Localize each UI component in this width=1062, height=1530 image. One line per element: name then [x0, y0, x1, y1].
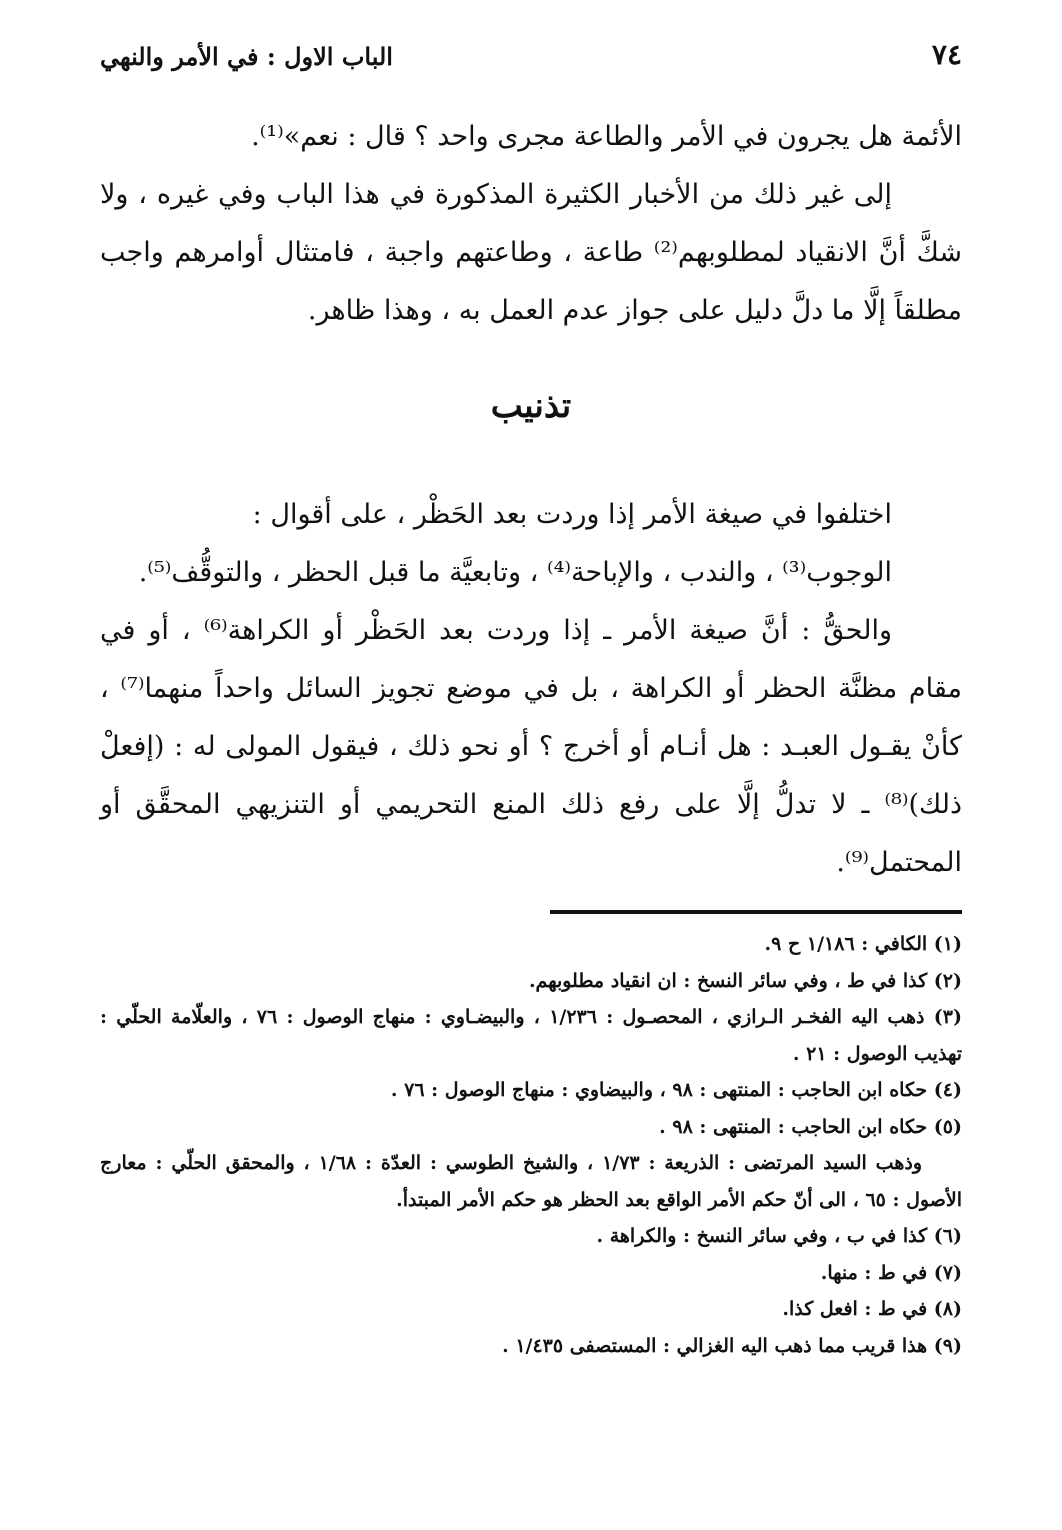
page-header — [100, 38, 962, 88]
footnote: (٨) في ط : افعل كذا. — [782, 1298, 962, 1320]
footnote: (١) الكافي : ١/١٨٦ ح ٩. — [764, 933, 962, 955]
footnote: (٥) حكاه ابن الحاجب : المنتهى : ٩٨ . — [659, 1115, 962, 1138]
page-number: ٧٤ — [931, 38, 962, 71]
footnote: (٩) هذا قريب مما ذهب اليه الغزالي : المستصفى ١/٤٣٥ . — [502, 1334, 962, 1357]
footnote: (٧) في ط : منها. — [820, 1261, 962, 1284]
footnote: (٦) كذا في ب ، وفي سائر النسخ : والكراهة . — [596, 1225, 962, 1247]
footnote-separator — [550, 910, 962, 914]
section-heading: تذنيب — [490, 386, 572, 426]
footnote: (٣) ذهب اليه الفخـر الـرازي ، المحصـول : ١/٢٣٦ ، والبيضـاوي : منهاج الوصول : ٧٦ ، والعلّامة الحلّي : تهذيب الوصول : ٢١ . — [100, 1006, 962, 1065]
body-paragraph: الوجوب⁽³⁾ ، والندب ، والإباحة⁽⁴⁾ ، وتابعيَّة ما قبل الحظر ، والتوقُّف⁽⁵⁾. — [138, 557, 892, 588]
body-paragraph: الأئمة هل يجرون في الأمر والطاعة مجرى واحد ؟ قال : نعم»⁽¹⁾. — [251, 121, 962, 152]
footnote-continuation: وذهب السيد المرتضى : الذريعة : ١/٧٣ ، والشيخ الطوسي : العدّة : ١/٦٨ ، والمحقق الحلّي : معارج الأصول : ٦٥ ، الى أنّ حكم الأمر الواقع بعد الحظر هو حكم الأمر المبتدأ. — [100, 1152, 962, 1211]
footnote: (٤) حكاه ابن الحاجب : المنتهى : ٩٨ ، والبيضاوي : منهاج الوصول : ٧٦ . — [390, 1079, 962, 1101]
body-paragraph: والحقُّ : أنَّ صيغة الأمر ـ إذا وردت بعد الحَظْر أو الكراهة⁽⁶⁾ ، أو في مقام مظنَّة الحظر أو الكراهة ، بل في موضع تجويز السائل واحداً منهما⁽⁷⁾ ، كأنْ يقـول العبـد : هل أنـام أو أخرج ؟ أو نحو ذلك ، فيقول المولى له : (إفعلْ ذلك)⁽⁸⁾ ـ لا تدلُّ إلَّا على رفع ذلك المنع التحريمي أو التنزيهي المحقَّق أو المحتمل⁽⁹⁾. — [100, 615, 962, 878]
body-paragraph: إلى غير ذلك من الأخبار الكثيرة المذكورة في هذا الباب وفي غيره ، ولا شكَّ أنَّ الانقياد لمطلوبهم⁽²⁾ طاعة ، وطاعتهم واجبة ، فامتثال أوامرهم واجب مطلقاً إلَّا ما دلَّ دليل على جواز عدم العمل به ، وهذا ظاهر. — [100, 179, 963, 326]
footnote: (٢) كذا في ط ، وفي سائر النسخ : ان انقياد مطلوبهم. — [528, 969, 962, 992]
body-paragraph: اختلفوا في صيغة الأمر إذا وردت بعد الحَظْر ، على أقوال : — [252, 499, 892, 530]
footnotes — [100, 926, 962, 1364]
running-title: الباب الاول : في الأمر والنهي — [100, 42, 393, 71]
opening-text — [100, 108, 962, 340]
section-text — [100, 486, 962, 892]
